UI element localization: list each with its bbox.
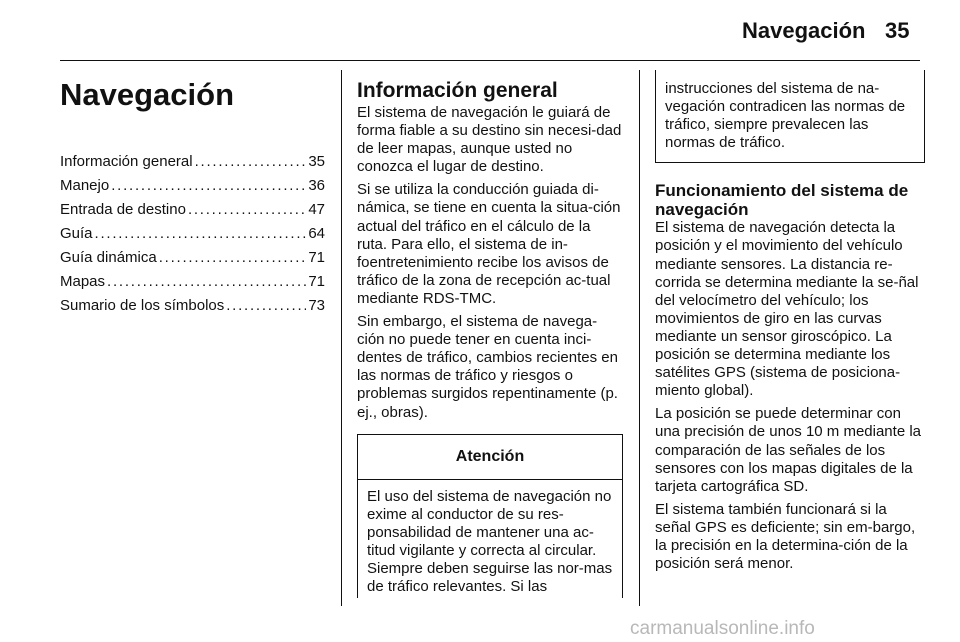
- toc-page: 36: [308, 177, 325, 194]
- toc-leader: [95, 222, 307, 246]
- toc-leader: [159, 246, 307, 270]
- warning-box-continued: [655, 70, 925, 163]
- section-title-general: Información general: [357, 79, 558, 102]
- section-title-function: Funcionamiento del sistema de navegación: [655, 181, 909, 220]
- toc-label: Información general: [60, 153, 193, 170]
- paragraph: Si se utiliza la conducción guiada di-námica, se tiene en cuenta la situa-ción actual del tráfico en el cálculo de la ruta. Para ello, el sistema de in-foentretenimiento recibe los avisos de tráfico de la zona de recepción ac-tual mediante RDS-TMC.: [357, 181, 621, 307]
- paragraph: La posición se puede determinar con una precisión de unos 10 m mediante la comparación de las señales de los sensores con los mapas digitales de la tarjeta cartográfica SD.: [655, 405, 922, 495]
- warning-text: El uso del sistema de navegación no exime al conductor de su res-ponsabilidad de mantener una ac-titud vigilante y correcta al circular. Siempre deben seguirse las nor-mas de tráfico relevantes. Si las: [367, 487, 613, 596]
- warning-box: [357, 434, 623, 599]
- page-number: 35: [885, 18, 910, 43]
- toc-entry-general[interactable]: [60, 150, 325, 174]
- toc-entry-manejo[interactable]: [60, 174, 325, 198]
- toc-page: 47: [308, 201, 325, 218]
- toc-leader: [195, 150, 307, 174]
- toc-label: Entrada de destino: [60, 201, 186, 218]
- function-column: [655, 70, 925, 578]
- toc-label: Manejo: [60, 177, 110, 194]
- toc-leader: [188, 198, 306, 222]
- paragraph: El sistema de navegación detecta la posición y el movimiento del vehículo mediante sensores. La distancia re-corrida se determina mediante la se-ñal del velocímetro del vehículo; los movimientos de giro en las curvas mediante un sensor giroscópico. La posición se determina mediante los satélites GPS (sistema de posiciona-miento global).: [655, 219, 919, 400]
- toc-column: [60, 72, 325, 318]
- column-divider: [341, 70, 342, 606]
- toc-label: Mapas: [60, 273, 106, 290]
- warning-heading: Atención: [358, 435, 622, 480]
- toc-label: Guía: [60, 225, 93, 242]
- paragraph: El sistema de navegación le guiará de forma fiable a su destino sin necesi-dad de leer mapas, aunque usted no conozca el lugar de destino.: [357, 104, 622, 176]
- general-column: [357, 72, 623, 598]
- warning-text-continued: instrucciones del sistema de na-vegación contradicen las normas de tráfico, siempre prevalecen las normas de tráfico.: [665, 80, 906, 152]
- table-of-contents: [60, 150, 325, 318]
- toc-page: 64: [308, 225, 325, 242]
- toc-entry-guia-dinamica[interactable]: [60, 246, 325, 270]
- toc-label: Guía dinámica: [60, 249, 157, 266]
- paragraph: Sin embargo, el sistema de navega-ción no puede tener en cuenta inci-dentes de tráfico, cambios recientes en las normas de tráfico y riesgos o problemas surgidos repentinamente (p. ej., obras).: [357, 313, 618, 421]
- toc-entry-guia[interactable]: [60, 222, 325, 246]
- toc-leader: [226, 294, 306, 318]
- page-header: [0, 0, 960, 60]
- toc-page: 71: [308, 249, 325, 266]
- toc-entry-destino[interactable]: [60, 198, 325, 222]
- watermark: carmanualsonline.info: [630, 618, 815, 639]
- header-title: Navegación: [742, 18, 866, 43]
- toc-entry-simbolos[interactable]: [60, 294, 325, 318]
- column-divider: [639, 70, 640, 606]
- toc-page: 71: [308, 273, 325, 290]
- chapter-title: Navegación: [60, 77, 235, 112]
- header-divider: [60, 60, 920, 61]
- toc-label: Sumario de los símbolos: [60, 297, 225, 314]
- toc-leader: [107, 270, 306, 294]
- toc-page: 35: [308, 153, 325, 170]
- toc-entry-mapas[interactable]: [60, 270, 325, 294]
- toc-page: 73: [308, 297, 325, 314]
- toc-leader: [111, 174, 306, 198]
- paragraph: El sistema también funcionará si la señal GPS es deficiente; sin em-bargo, la precisión en la determina-ción de la posición será menor.: [655, 500, 916, 573]
